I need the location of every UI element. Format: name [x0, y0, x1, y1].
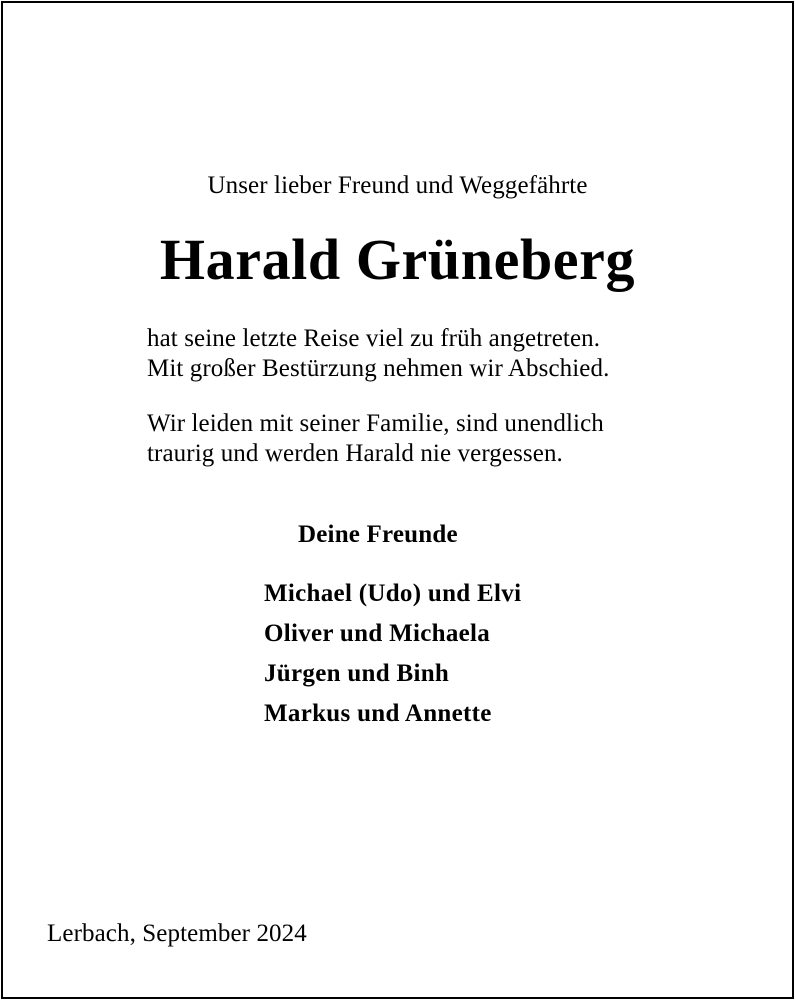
message-line: traurig und werden Harald nie vergessen. [147, 440, 563, 467]
signoff-heading: Deine Freunde [298, 521, 458, 548]
message-line: Wir leiden mit seiner Familie, sind unendlich [147, 410, 604, 437]
message-paragraph-2 [147, 409, 604, 469]
message-paragraph-1 [147, 324, 609, 384]
intro-line: Unser lieber Freund und Weggefährte [207, 172, 588, 199]
friend-names: Markus und Annette [264, 700, 492, 727]
friend-names: Jürgen und Binh [264, 660, 450, 687]
friend-names: Oliver und Michaela [264, 620, 491, 647]
deceased-name: Harald Grüneberg [159, 227, 636, 292]
notice-border [1, 1, 794, 999]
friends-list [264, 574, 521, 734]
message-line: hat seine letzte Reise viel zu früh angetreten. [147, 325, 601, 352]
place-and-date: Lerbach, September 2024 [47, 920, 307, 947]
friend-names: Michael (Udo) und Elvi [264, 580, 522, 607]
message-line: Mit großer Bestürzung nehmen wir Abschied. [147, 355, 610, 382]
